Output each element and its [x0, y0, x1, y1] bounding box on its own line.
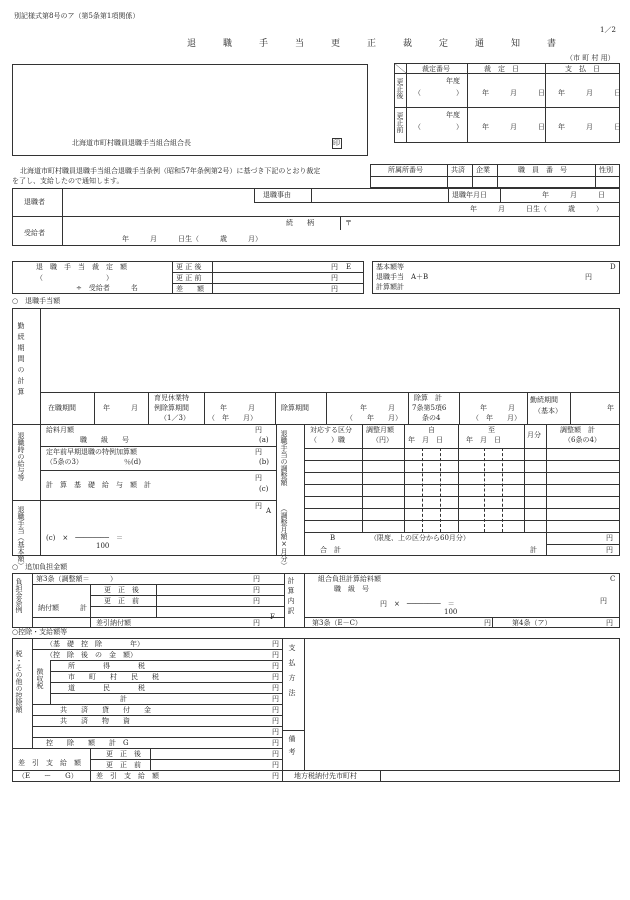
adjust-sub-col: [484, 448, 485, 532]
salary-vlabel: 退職時の給与等: [17, 432, 25, 481]
adjust-col-months: 月分: [527, 431, 541, 439]
revision-table: [394, 63, 620, 143]
josan-ym-2: （ 年 月）: [346, 414, 402, 422]
adjust-vlabel: 退職手当の調整額: [280, 430, 288, 486]
deduct-row-line: [32, 649, 282, 650]
adjust-row-line: [304, 472, 620, 473]
calc-ym-2: （ 年 月）: [472, 414, 521, 422]
kinzoku-label-1: 勤続期間: [530, 396, 558, 404]
adjust-vlabel-2: （調整月額×月分）: [280, 505, 288, 569]
col-saitei-date: 裁 定 日: [484, 65, 519, 73]
adjust-row-line: [304, 484, 620, 485]
row-after: 更正後: [396, 78, 404, 99]
calc-label-3: 条の4: [422, 414, 441, 422]
yen-unit: 円: [272, 739, 279, 747]
josan-label: 除算期間: [281, 404, 309, 412]
futan-sec3-label: 第3条（調整額＝: [36, 575, 90, 583]
e-marker: E: [346, 263, 352, 271]
a-marker-small: (a): [259, 436, 269, 444]
adjust-col-to: 至: [488, 426, 495, 434]
pay-date-after: 年 月 日: [558, 89, 621, 97]
choshu-kei-label: 計: [120, 695, 127, 703]
adjust-col-kubun-2: （ ）職: [310, 436, 345, 444]
retire-date-label: 退職年月日: [452, 191, 487, 199]
yen-unit: 円: [272, 640, 279, 648]
yen-unit: 円: [272, 717, 279, 725]
basis-label-3: 計算額計: [376, 283, 404, 291]
calc-label-2: 7条第5項6: [412, 404, 447, 412]
yen-unit: 円: [272, 695, 279, 703]
kyosai-label: 共済: [451, 166, 465, 174]
recipient-label: 受給者: [24, 229, 45, 237]
adjust-col-total: 調整額 計: [560, 426, 595, 434]
kigyo-label: 企業: [476, 166, 490, 174]
yen-unit: 円: [253, 597, 260, 605]
deduct-row-line: [50, 682, 282, 683]
yen-unit: 円: [606, 619, 613, 627]
amount-diff-label: 差 額: [176, 285, 204, 293]
amount-before-label: 更 正 前: [176, 274, 202, 282]
shokyu-label: 職 級 号: [80, 436, 129, 444]
section-title-2: ○ 追加負担金額: [12, 563, 68, 571]
futan-vlabel: 負担金条例: [15, 578, 23, 613]
staff-no-label: 職 員 番 号: [518, 166, 567, 174]
sabiki-noufu-label: 差引納付額: [96, 619, 131, 627]
adjust-col-to-2: 年 月 日: [466, 436, 501, 444]
noufu-label: 納付額 計: [38, 604, 87, 612]
deduct-row-line: [32, 715, 282, 716]
yen-unit: 円: [331, 274, 338, 282]
c-marker-small: (c): [259, 485, 269, 493]
page-title: 退 職 手 当 更 正 裁 定 通 知 書: [187, 39, 566, 49]
col-saitei-no: 裁定番号: [422, 65, 450, 73]
remarks-vlabel: 備考: [288, 735, 296, 761]
c-marker: C: [610, 575, 616, 583]
kinzoku-label-2: （基本）: [534, 407, 562, 415]
notice-text-1: 北海道市町村職員退職手当組合退職手当条例（昭和57年条例第2号）に基づき下記のとおり裁定: [20, 167, 321, 175]
yen-unit: 円: [255, 474, 262, 482]
yen-unit: 円: [253, 575, 260, 583]
office-no-label: 所属所番号: [388, 166, 423, 174]
net-before-label: 更 正 前: [106, 761, 141, 769]
adjust-row-line: [304, 496, 620, 497]
adjust-sub-col: [502, 448, 503, 532]
col-pay-date: 支 払 日: [565, 65, 600, 73]
nendo-before: 年度: [446, 111, 460, 119]
shotoku-label: 所 得 税: [68, 662, 145, 670]
yen-unit: 円: [253, 619, 260, 627]
adjust-limit-note: （限度、上の区分から60月分）: [370, 534, 470, 542]
sex-label: 性別: [599, 166, 613, 174]
kojo-after-label: （控 除 後 の 金 額）: [46, 651, 137, 659]
yen-unit: 円: [606, 534, 613, 542]
deduct-row-line: [32, 704, 282, 705]
futan-sec4-label: 第4条（ア）: [512, 619, 552, 627]
recipient-birth: 年 月 日生（ 歳 月）: [122, 235, 262, 243]
zaishoku-ym: 年 月: [103, 404, 138, 412]
yen-unit: 円: [255, 502, 262, 510]
do-label: 道 民 税: [68, 684, 145, 692]
paren-before: （ ）: [414, 123, 463, 131]
ikuji-label-2: 例除算期間: [154, 404, 189, 412]
retire-date-value: 年 月 日: [542, 191, 605, 199]
tax-city-label: 地方税納付先市町村: [294, 772, 357, 780]
a-marker: A: [266, 507, 272, 515]
adjust-col-getsugaku: 調整月額: [366, 426, 394, 434]
adjust-col-getsugaku-2: （円）: [372, 436, 393, 444]
futan-before-label: 更 正 前: [104, 597, 139, 605]
kumiai-shokyu-label: 職 級 号: [334, 585, 369, 593]
kyosai-goods-label: 共 済 物 資: [60, 717, 130, 725]
yen-unit: 円: [272, 651, 279, 659]
yen-unit: 円: [331, 285, 338, 293]
basis-label-2: 退職手当 A＋B: [376, 273, 429, 281]
kyosai-loan-label: 共 済 貸 付 金: [60, 706, 151, 714]
nendo-after: 年度: [446, 77, 460, 85]
yen-unit: 円: [272, 728, 279, 736]
pay-date-before: 年 月 日: [558, 123, 621, 131]
issuer-name: 北海道市町村職員退職手当組合組合長: [72, 139, 191, 147]
yen-unit: 円: [606, 546, 613, 554]
adjust-sub-col: [440, 448, 441, 532]
yen-unit: 円: [253, 586, 260, 594]
adjust-row-line: [304, 460, 620, 461]
josan-ym: 年 月: [360, 404, 395, 412]
futan-sec3b-label: 第3条（E－C）: [312, 619, 362, 627]
futan-paren-close: ）: [110, 575, 117, 583]
adjust-row-line: [304, 520, 620, 521]
f-marker: F: [270, 613, 275, 621]
section-title-3: ○控除・支給額等: [12, 628, 68, 636]
adjust-col-from: 自: [428, 426, 435, 434]
kiso-kojo-label: （基 礎 控 除 年）: [46, 640, 144, 648]
deduct-row-line: [50, 693, 282, 694]
notice-text-2: を了し、支給したので通知します。: [12, 177, 124, 185]
diagonal-cell: [394, 63, 406, 73]
kojo-total-label: 控 除 額 計 G: [46, 739, 129, 747]
yen-unit: 円: [272, 684, 279, 692]
reason-label: 退職事由: [263, 191, 291, 199]
yen-unit: 円: [484, 619, 491, 627]
relation-label: 続 柄: [286, 219, 314, 227]
amount-after-label: 更 正 後: [176, 263, 202, 271]
page-number: 1／2: [600, 26, 616, 34]
adjust-col-from-2: 年 月 日: [408, 436, 443, 444]
net-formula: （E ー G）: [18, 772, 78, 780]
choshu-vlabel: 徴収税: [36, 668, 44, 689]
deduct-row-line: [32, 726, 282, 727]
saitei-date-after: 年 月 日: [482, 89, 545, 97]
yen-unit: 円: [272, 706, 279, 714]
net-label: 差 引 支 給 額: [18, 759, 81, 767]
payment-vlabel: 支払方法: [288, 644, 296, 704]
yen-unit: 円: [585, 273, 592, 281]
adjust-kei: 計: [530, 546, 537, 554]
teinen-label-1: 定年前早期退職の特例加算額: [46, 448, 137, 456]
section-title-1: ○ 退職手当額: [12, 297, 61, 305]
ikuji-label-3: （1／3）: [160, 414, 190, 422]
ikuji-ym: 年 月: [220, 404, 255, 412]
deduct-vlabel: 税・その他の控除額: [15, 650, 23, 713]
basis-label-1: 基本額等: [376, 263, 404, 271]
pct-d: ％(d): [124, 458, 141, 466]
deduct-bottom-line: [12, 748, 282, 749]
yen-unit: 円: [272, 662, 279, 670]
futan-denominator: 100: [444, 608, 458, 616]
ikuji-label-1: 育児休業特: [154, 394, 189, 402]
retiree-label: 退職者: [24, 198, 45, 206]
kinzoku-year: 年: [607, 404, 614, 412]
yen-unit: 円: [272, 750, 279, 758]
recipient-divisor: ÷ 受給者 名: [76, 284, 138, 292]
deduct-row-line: [32, 737, 282, 738]
yen-unit: 円: [255, 426, 262, 434]
basic-formula: (c) × ──────── ＝: [46, 534, 123, 542]
person-table: [12, 188, 620, 246]
basic-denominator: 100: [96, 542, 110, 550]
adjust-col-kubun: 対応する区分: [310, 426, 352, 434]
zaishoku-label: 在職期間: [48, 404, 76, 412]
teinen-label-2: （5条の3）: [46, 458, 83, 466]
yen-unit: 円: [600, 597, 607, 605]
form-id: 別記様式第8号のア（第5条第1項関係）: [14, 12, 140, 20]
yen-unit: 円: [272, 673, 279, 681]
calc-ym: 年 月: [480, 404, 515, 412]
adjust-total-label: 合 計: [320, 546, 341, 554]
deduct-row-line: [50, 671, 282, 672]
shichoson-label: 市 町 村 民 税: [68, 673, 159, 681]
yen-unit: 円: [272, 761, 279, 769]
futan-after-label: 更 正 後: [104, 586, 139, 594]
d-marker: D: [610, 263, 616, 271]
paren-after: （ ）: [414, 89, 463, 97]
net-diff-label: 差 引 支 給 額: [96, 772, 159, 780]
kyuryo-label: 給料月額: [46, 426, 74, 434]
b-marker: B: [330, 534, 336, 542]
keisan-label: 計 算 基 礎 給 与 額 計: [46, 481, 151, 489]
amount-paren: （ ）: [36, 274, 113, 282]
saitei-date-before: 年 月 日: [482, 123, 545, 131]
yen-unit: 円: [255, 448, 262, 456]
amount-label: 退 職 手 当 裁 定 額: [36, 263, 127, 271]
basic-vlabel: 退職手当（基本額）: [17, 506, 25, 569]
kumiai-kyuryo-label: 組合負担計算給料額: [318, 575, 381, 583]
deduct-row-line: [50, 660, 282, 661]
period-vlabel: 勤続期間の計算: [17, 322, 25, 399]
ikuji-ym-2: （ 年 月）: [208, 414, 257, 422]
adjust-col-total-2: （6条の4）: [564, 436, 601, 444]
futan-formula: 円 × ──────── ＝: [380, 600, 455, 608]
seal-mark: 印: [333, 139, 340, 147]
net-after-label: 更 正 後: [106, 750, 141, 758]
futan-calc-vlabel: 計算内訳: [287, 577, 295, 617]
yen-unit: 円: [272, 772, 279, 780]
postal-mark: 〒: [345, 219, 352, 227]
retiree-birth: 年 月 日生（ 歳 ）: [470, 205, 603, 213]
b-marker-small: (b): [259, 458, 269, 466]
city-label: （市 町 村 用）: [566, 54, 615, 62]
row-before: 更正前: [396, 112, 404, 133]
adjust-row-line: [304, 448, 620, 449]
yen-unit: 円: [331, 263, 338, 271]
adjust-sub-col: [422, 448, 423, 532]
calc-label-1: 除算 計: [414, 394, 442, 402]
adjust-row-line: [304, 508, 620, 509]
